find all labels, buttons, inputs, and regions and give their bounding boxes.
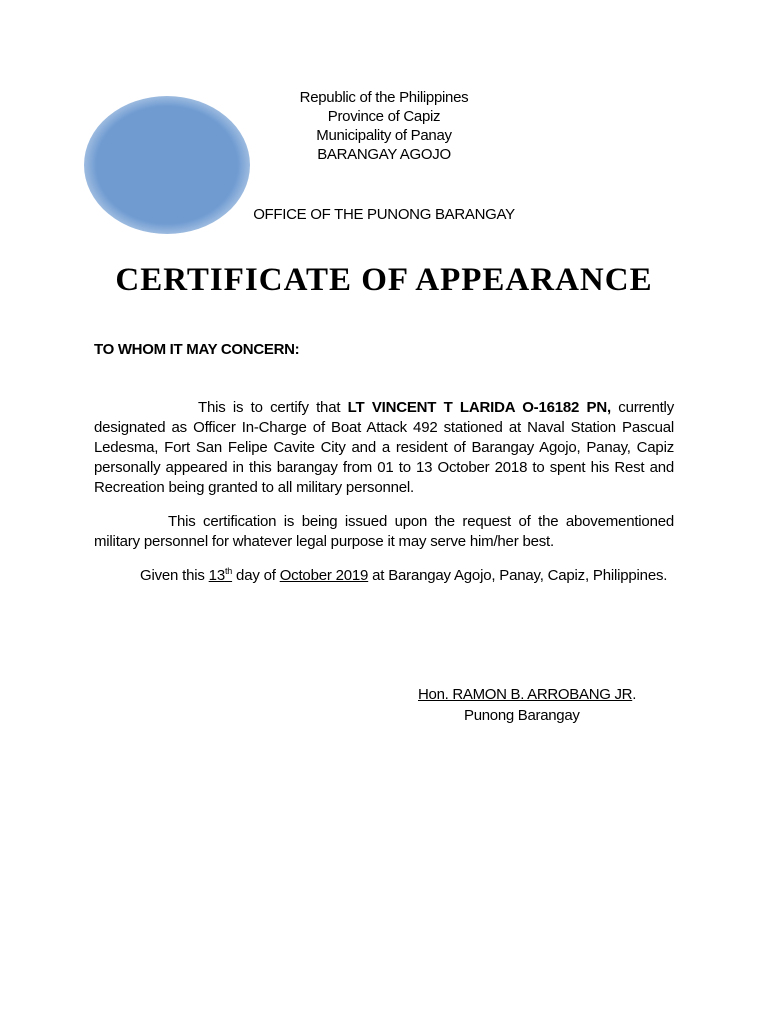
paragraph-purpose: This certification is being issued upon the request of the abovementioned military personnel for whatever legal purpose it may serve him/her best. bbox=[94, 513, 674, 550]
given-lead: Given this bbox=[140, 567, 209, 584]
paragraph-given bbox=[94, 566, 674, 586]
letterhead bbox=[0, 88, 768, 164]
paragraph-certification bbox=[94, 398, 674, 498]
office-name: OFFICE OF THE PUNONG BARANGAY bbox=[253, 206, 515, 223]
given-day-number: 13 bbox=[208, 567, 225, 584]
certificate-body bbox=[94, 398, 674, 600]
given-day-suffix: th bbox=[224, 566, 233, 576]
letterhead-country: Republic of the Philippines bbox=[299, 89, 469, 106]
signature-block bbox=[418, 684, 636, 726]
letterhead-barangay: BARANGAY AGOJO bbox=[317, 146, 451, 163]
paragraph1-rest: currently designated as Officer In-Charge of Boat Attack 492 stationed at Naval Station Pascual Ledesma, Fort San Felipe Cavite City and a resident of Barangay Agojo, Panay, Capiz personally appeared in this barangay from 01 to 13 October 2018 to spent his Rest and Recreation being granted to all military personnel. bbox=[94, 399, 674, 496]
signatory-position: Punong Barangay bbox=[464, 707, 580, 724]
signatory-name-end: . bbox=[632, 686, 637, 703]
signatory-line bbox=[418, 684, 636, 705]
given-day bbox=[209, 567, 232, 584]
subject-name: LT VINCENT T LARIDA O-16182 PN, bbox=[347, 399, 611, 416]
letterhead-province: Province of Capiz bbox=[327, 108, 441, 125]
signatory-name: Hon. RAMON B. ARROBANG JR bbox=[418, 686, 633, 703]
given-month-year: October 2019 bbox=[279, 567, 369, 584]
salutation: TO WHOM IT MAY CONCERN: bbox=[94, 341, 300, 358]
paragraph1-lead: This is to certify that bbox=[198, 399, 348, 416]
given-place: at Barangay Agojo, Panay, Capiz, Philippines. bbox=[368, 567, 668, 584]
given-day-of: day of bbox=[232, 567, 280, 584]
document-title: CERTIFICATE OF APPEARANCE bbox=[115, 262, 653, 298]
letterhead-municipality: Municipality of Panay bbox=[316, 127, 452, 144]
